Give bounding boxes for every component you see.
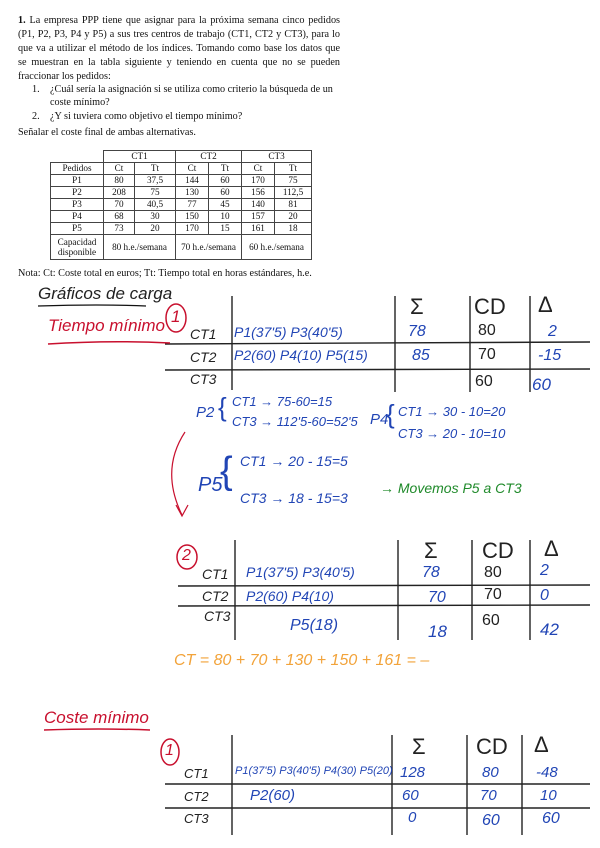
delta-value: 0 (540, 587, 549, 604)
delta-value: 10 (540, 787, 557, 804)
cell: 40,5 (135, 199, 176, 211)
delta-value: -48 (536, 764, 558, 781)
calc-line: CT3 → 20 - 10=10 (398, 426, 506, 441)
col-cd-header: CD (476, 734, 508, 759)
assignment: P5(18) (290, 617, 339, 634)
calc-line: CT1 → 20 - 15=5 (240, 453, 348, 469)
step-number: 2 (182, 547, 191, 564)
cell: 81 (275, 199, 312, 211)
cd-value: 60 (475, 373, 493, 390)
col-delta-header: Δ (538, 292, 553, 317)
row-label: P2 (51, 187, 104, 199)
calc-line: CT1 → 30 - 10=20 (398, 404, 506, 419)
col-delta-header: Δ (534, 732, 549, 757)
ct-label: CT2 (190, 349, 217, 365)
ct-label: CT1 (190, 326, 217, 342)
cell: 130 (176, 187, 209, 199)
calc-line: CT1 → 75-60=15 (232, 394, 333, 409)
row-label: P5 (51, 223, 104, 235)
cell: 140 (242, 199, 275, 211)
cell: 208 (104, 187, 135, 199)
delta-value: 42 (540, 620, 559, 639)
col-sum-header: Σ (424, 538, 438, 563)
capacity-label-line: disponible (57, 247, 97, 257)
instruction: Señalar el coste final de ambas alternativas. (18, 127, 196, 138)
cell: 150 (176, 211, 209, 223)
title-underline (38, 305, 146, 306)
group-header: CT2 (176, 151, 242, 163)
tiempo-title: Tiempo mínimo (48, 316, 165, 335)
ct-label: CT2 (184, 789, 209, 804)
col-delta-header: Δ (544, 536, 559, 561)
total-cost-formula: CT = 80 + 70 + 130 + 150 + 161 = – (174, 652, 430, 669)
sub-header: Tt (135, 163, 176, 175)
calc-line: CT3 → 112'5-60=52'5 (232, 414, 358, 429)
cell: 18 (275, 223, 312, 235)
ct-label: CT1 (184, 766, 209, 781)
cd-value: 70 (478, 346, 496, 363)
step-number: 1 (171, 307, 181, 326)
col-sum-header: Σ (412, 734, 426, 759)
sum-value: 78 (422, 564, 440, 581)
table-note: Nota: Ct: Coste total en euros; Tt: Tiempo total en horas estándares, h.e. (18, 268, 312, 279)
cell: 161 (242, 223, 275, 235)
delta-value: 2 (540, 562, 549, 579)
graficos-title: Gráficos de carga (38, 284, 173, 303)
sub-header: Ct (176, 163, 209, 175)
question-number: 1. (32, 84, 40, 95)
cell: 144 (176, 175, 209, 187)
cd-value: 70 (480, 787, 497, 804)
sub-header: Ct (242, 163, 275, 175)
cell: 75 (275, 175, 312, 187)
row-header: Pedidos (51, 163, 104, 175)
assignment: P2(60) (250, 787, 296, 804)
capacity-label-line: Capacidad (57, 237, 97, 247)
cell: 73 (104, 223, 135, 235)
cell: 77 (176, 199, 209, 211)
cell: 30 (135, 211, 176, 223)
cd-value: 70 (484, 586, 502, 603)
delta-value: -15 (538, 347, 562, 364)
delta-value: 60 (542, 810, 560, 827)
group-header: CT1 (104, 151, 176, 163)
brace: { (386, 399, 395, 429)
calc-label: P5 (198, 474, 223, 496)
calc-label: P2 (196, 404, 215, 421)
cell: 112,5 (275, 187, 312, 199)
capacity-value: 70 h.e./semana (176, 235, 242, 260)
assignment: P1(37'5) P3(40'5) P4(30) P5(20) (235, 765, 393, 777)
brace: { (218, 392, 227, 422)
cell: 157 (242, 211, 275, 223)
sum-value: 0 (408, 809, 417, 826)
sum-value: 78 (408, 323, 426, 340)
sum-value: 70 (428, 589, 446, 606)
curved-arrow (172, 432, 185, 515)
col-cd-header: CD (482, 538, 514, 563)
row-label: P4 (51, 211, 104, 223)
ct-label: CT3 (204, 608, 231, 624)
cd-value: 60 (482, 612, 500, 629)
cd-value: 60 (482, 812, 500, 829)
col-sum-header: Σ (410, 294, 424, 319)
row-label: P1 (51, 175, 104, 187)
question-number: 2. (32, 111, 40, 122)
cell: 156 (242, 187, 275, 199)
ct-label: CT3 (184, 811, 209, 826)
group-header: CT3 (242, 151, 312, 163)
cell: 75 (135, 187, 176, 199)
row-label: P3 (51, 199, 104, 211)
assignment: P1(37'5) P3(40'5) (246, 564, 355, 580)
coste-title: Coste mínimo (44, 708, 149, 727)
delta-value: 60 (532, 375, 551, 394)
cell: 37,5 (135, 175, 176, 187)
problem-number: 1. (18, 15, 26, 26)
cd-value: 80 (482, 764, 499, 781)
sum-value: 128 (400, 764, 426, 781)
title-underline (48, 342, 170, 344)
ct-label: CT2 (202, 588, 229, 604)
question-text: ¿Cuál sería la asignación si se utiliza como criterio la búsqueda de un coste mínimo? (50, 84, 333, 108)
sub-header: Ct (104, 163, 135, 175)
brace: { (220, 450, 233, 492)
move-note: → Movemos P5 a CT3 (380, 480, 522, 496)
ct-label: CT3 (190, 371, 217, 387)
cell: 10 (209, 211, 242, 223)
sum-value: 60 (402, 787, 419, 804)
cell: 20 (135, 223, 176, 235)
calc-label: P4 (370, 411, 389, 428)
step-number: 1 (165, 742, 174, 759)
capacity-value: 60 h.e./semana (242, 235, 312, 260)
capacity-value: 80 h.e./semana (104, 235, 176, 260)
assignment: P2(60) P4(10) P5(15) (234, 347, 368, 363)
cell: 20 (275, 211, 312, 223)
sum-value: 85 (412, 347, 430, 364)
cd-value: 80 (484, 564, 502, 581)
cell: 80 (104, 175, 135, 187)
assignment: P2(60) P4(10) (246, 588, 334, 604)
cell: 60 (209, 175, 242, 187)
sum-value: 18 (428, 622, 447, 641)
col-cd-header: CD (474, 294, 506, 319)
cell: 170 (242, 175, 275, 187)
delta-value: 2 (548, 323, 557, 340)
sub-header: Tt (275, 163, 312, 175)
cd-value: 80 (478, 322, 496, 339)
title-underline (44, 729, 150, 730)
assignment: P1(37'5) P3(40'5) (234, 324, 343, 340)
cell: 70 (104, 199, 135, 211)
question-text: ¿Y si tuviera como objetivo el tiempo mínimo? (50, 111, 243, 122)
calc-line: CT3 → 18 - 15=3 (240, 490, 348, 506)
cell: 15 (209, 223, 242, 235)
problem-text: La empresa PPP tiene que asignar para la próxima semana cinco pedidos (P1, P2, P3, P4 y P5) a sus tres centros de trabajo (CT1, CT2 y CT3), para lo que va a utilizar el método de los índices. Tomando como base los datos que se muestran en la tabla siguiente y teniendo en cuenta que no se pueden fraccionar los pedidos: (18, 15, 340, 82)
ct-label: CT1 (202, 566, 229, 582)
cell: 170 (176, 223, 209, 235)
cell: 60 (209, 187, 242, 199)
cell: 45 (209, 199, 242, 211)
sub-header: Tt (209, 163, 242, 175)
cell: 68 (104, 211, 135, 223)
